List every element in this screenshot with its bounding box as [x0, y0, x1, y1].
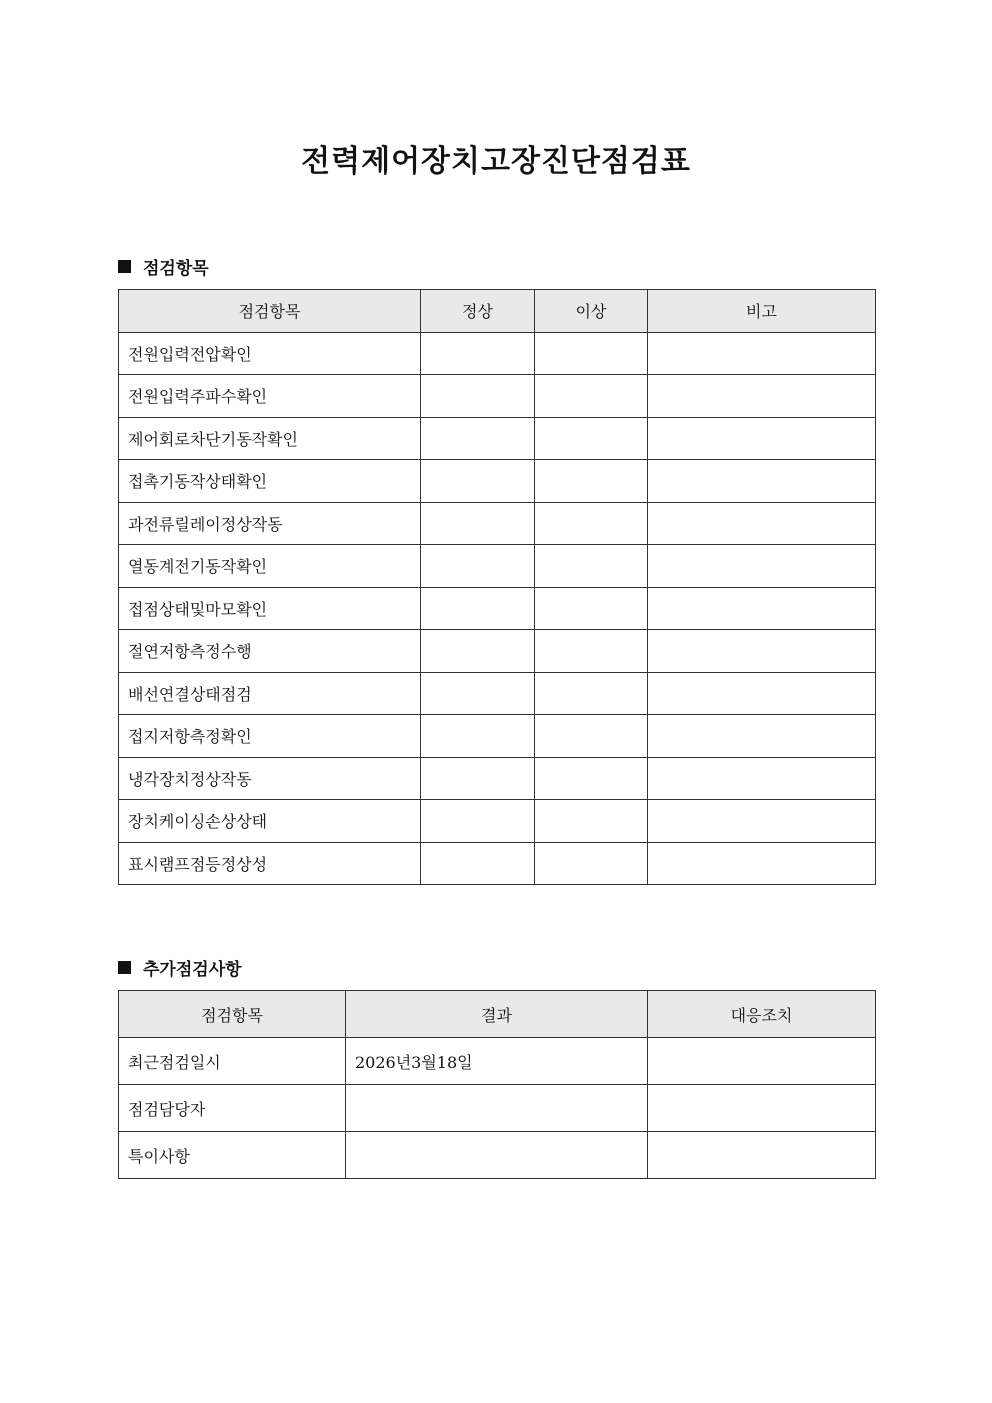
remarks-cell[interactable]	[648, 715, 876, 758]
table-row	[119, 587, 876, 630]
inspection-items-table	[118, 289, 876, 885]
remarks-cell[interactable]	[648, 757, 876, 800]
section-heading-additional-items	[118, 955, 242, 980]
table-row	[119, 800, 876, 843]
remarks-cell[interactable]	[648, 800, 876, 843]
column-header-remarks: 비고	[648, 290, 876, 333]
normal-cell[interactable]	[421, 375, 535, 418]
normal-cell[interactable]	[421, 332, 535, 375]
table-row	[119, 1085, 876, 1132]
square-bullet-icon	[118, 961, 131, 974]
abnormal-cell[interactable]	[535, 672, 648, 715]
item-cell: 접촉기동작상태확인	[119, 460, 421, 503]
normal-cell[interactable]	[421, 715, 535, 758]
normal-cell[interactable]	[421, 630, 535, 673]
column-header-abnormal: 이상	[535, 290, 648, 333]
abnormal-cell[interactable]	[535, 332, 648, 375]
item-cell: 전원입력주파수확인	[119, 375, 421, 418]
result-cell[interactable]	[346, 1085, 648, 1132]
remarks-cell[interactable]	[648, 502, 876, 545]
action-cell[interactable]	[648, 1132, 876, 1179]
table-row	[119, 332, 876, 375]
abnormal-cell[interactable]	[535, 715, 648, 758]
item-cell: 과전류릴레이정상작동	[119, 502, 421, 545]
remarks-cell[interactable]	[648, 587, 876, 630]
item-cell: 점검담당자	[119, 1085, 346, 1132]
column-header-item: 점검항목	[119, 290, 421, 333]
item-cell: 접점상태및마모확인	[119, 587, 421, 630]
normal-cell[interactable]	[421, 502, 535, 545]
column-header-item: 점검항목	[119, 991, 346, 1038]
table-row	[119, 545, 876, 588]
item-cell: 전원입력전압확인	[119, 332, 421, 375]
action-cell[interactable]	[648, 1038, 876, 1085]
table-header-row	[119, 991, 876, 1038]
remarks-cell[interactable]	[648, 375, 876, 418]
abnormal-cell[interactable]	[535, 800, 648, 843]
table-row	[119, 460, 876, 503]
normal-cell[interactable]	[421, 800, 535, 843]
abnormal-cell[interactable]	[535, 460, 648, 503]
abnormal-cell[interactable]	[535, 630, 648, 673]
section-heading-label: 추가점검사항	[143, 960, 242, 980]
item-cell: 제어회로차단기동작확인	[119, 417, 421, 460]
normal-cell[interactable]	[421, 417, 535, 460]
table-row	[119, 417, 876, 460]
normal-cell[interactable]	[421, 545, 535, 588]
abnormal-cell[interactable]	[535, 375, 648, 418]
item-cell: 배선연결상태점검	[119, 672, 421, 715]
remarks-cell[interactable]	[648, 417, 876, 460]
normal-cell[interactable]	[421, 672, 535, 715]
normal-cell[interactable]	[421, 842, 535, 885]
column-header-action: 대응조치	[648, 991, 876, 1038]
remarks-cell[interactable]	[648, 545, 876, 588]
item-cell: 특이사항	[119, 1132, 346, 1179]
remarks-cell[interactable]	[648, 460, 876, 503]
abnormal-cell[interactable]	[535, 842, 648, 885]
table-header-row	[119, 290, 876, 333]
remarks-cell[interactable]	[648, 842, 876, 885]
item-cell: 표시램프점등정상성	[119, 842, 421, 885]
section-heading-label: 점검항목	[143, 259, 209, 279]
abnormal-cell[interactable]	[535, 757, 648, 800]
item-cell: 절연저항측정수행	[119, 630, 421, 673]
remarks-cell[interactable]	[648, 332, 876, 375]
item-cell: 냉각장치정상작동	[119, 757, 421, 800]
abnormal-cell[interactable]	[535, 502, 648, 545]
table-row	[119, 672, 876, 715]
normal-cell[interactable]	[421, 587, 535, 630]
column-header-normal: 정상	[421, 290, 535, 333]
result-cell[interactable]: 2026년3월18일	[346, 1038, 648, 1085]
action-cell[interactable]	[648, 1085, 876, 1132]
additional-items-table	[118, 990, 876, 1179]
remarks-cell[interactable]	[648, 630, 876, 673]
item-cell: 열동계전기동작확인	[119, 545, 421, 588]
document-title: 전력제어장치고장진단점검표	[301, 144, 691, 179]
square-bullet-icon	[118, 260, 131, 273]
table-row	[119, 757, 876, 800]
abnormal-cell[interactable]	[535, 417, 648, 460]
abnormal-cell[interactable]	[535, 587, 648, 630]
item-cell: 최근점검일시	[119, 1038, 346, 1085]
table-row	[119, 715, 876, 758]
item-cell: 접지저항측정확인	[119, 715, 421, 758]
remarks-cell[interactable]	[648, 672, 876, 715]
section-heading-inspection-items	[118, 254, 209, 279]
normal-cell[interactable]	[421, 757, 535, 800]
table-row	[119, 630, 876, 673]
table-row	[119, 502, 876, 545]
table-row	[119, 1132, 876, 1179]
column-header-result: 결과	[346, 991, 648, 1038]
table-row	[119, 842, 876, 885]
abnormal-cell[interactable]	[535, 545, 648, 588]
result-cell[interactable]	[346, 1132, 648, 1179]
table-row	[119, 375, 876, 418]
item-cell: 장치케이싱손상상태	[119, 800, 421, 843]
table-row	[119, 1038, 876, 1085]
normal-cell[interactable]	[421, 460, 535, 503]
